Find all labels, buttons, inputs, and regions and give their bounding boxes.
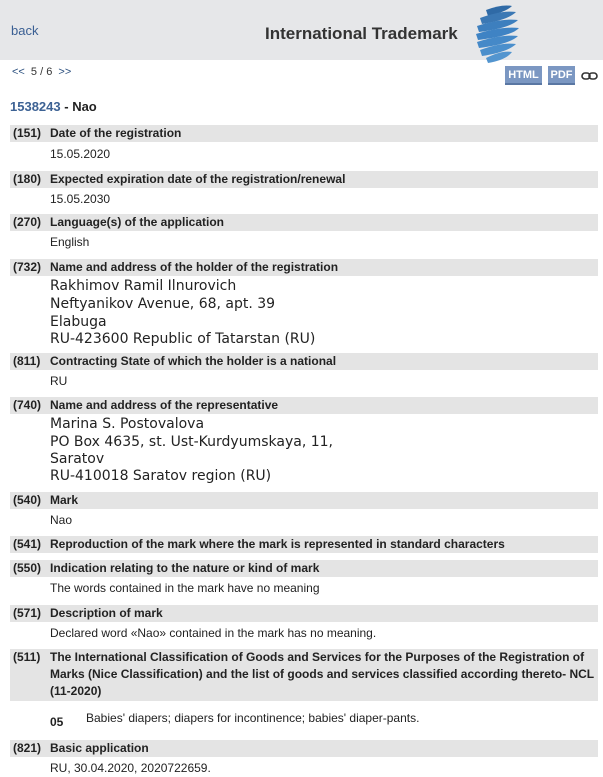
field-label: Contracting State of which the holder is a national: [50, 354, 337, 368]
field-label: Name and address of the holder of the registration: [50, 260, 339, 274]
representative-address-line: RU-410018 Saratov region (RU): [50, 468, 272, 484]
field-740-header: [10, 397, 598, 414]
holder-address-line: Elabuga: [50, 314, 107, 330]
field-code: (541): [13, 537, 42, 551]
field-571-header: [10, 605, 598, 622]
basic-application: RU, 30.04.2020, 2020722659.: [50, 761, 211, 775]
mark-description: Declared word «Nao» contained in the mark has no meaning.: [50, 626, 377, 640]
nice-class-number: 05: [50, 715, 64, 729]
record-number: 1538243: [10, 99, 61, 114]
header-bar: [0, 0, 603, 60]
holder-name: Rakhimov Ramil Ilnurovich: [50, 278, 237, 294]
representative-name: Marina S. Postovalova: [50, 416, 205, 432]
field-540-header: [10, 492, 598, 509]
field-label: Language(s) of the application: [50, 215, 225, 229]
application-language: English: [50, 235, 90, 249]
pdf-button[interactable]: PDF: [548, 66, 575, 85]
link-icon[interactable]: [581, 70, 598, 82]
back-link[interactable]: back: [11, 23, 39, 38]
record-separator: -: [60, 99, 73, 114]
field-code: (821): [13, 741, 42, 755]
record-heading: [10, 99, 97, 114]
field-label: Basic application: [50, 741, 149, 755]
field-code: (270): [13, 215, 42, 229]
field-821-header: [10, 740, 598, 757]
holder-address-line: RU-423600 Republic of Tatarstan (RU): [50, 331, 316, 347]
field-code: (550): [13, 561, 42, 575]
holder-address-line: Neftyanikov Avenue, 68, apt. 39: [50, 296, 276, 312]
representative-address-line: Saratov: [50, 451, 105, 467]
field-label: Description of mark: [50, 606, 163, 620]
contracting-state: RU: [50, 374, 68, 388]
field-code: (511): [13, 650, 41, 664]
record-position: 5 / 6: [30, 66, 53, 78]
field-code: (732): [13, 260, 42, 274]
field-label: Expected expiration date of the registration/renewal: [50, 172, 346, 186]
field-label: The International Classification of Goods and Services for the Purposes of the Registration of Marks (Nice Classification) and the list of goods and services classified according thereto- NCL (11-2020): [50, 650, 594, 698]
field-label: Name and address of the representative: [50, 398, 279, 412]
field-732-header: [10, 259, 598, 276]
field-550-header: [10, 560, 598, 577]
prev-record-link[interactable]: <<: [12, 66, 25, 78]
field-label: Reproduction of the mark where the mark is represented in standard characters: [50, 537, 505, 551]
field-270-header: [10, 214, 598, 231]
representative-address-line: PO Box 4635, st. Ust-Kurdyumskaya, 11,: [50, 434, 333, 450]
registration-date: 15.05.2020: [50, 147, 111, 161]
field-code: (180): [13, 172, 42, 186]
field-180-header: [10, 171, 598, 188]
field-label: Indication relating to the nature or kind of mark: [50, 561, 320, 575]
field-label: Date of the registration: [50, 126, 182, 140]
field-code: (740): [13, 398, 42, 412]
html-button[interactable]: HTML: [505, 66, 542, 85]
field-code: (571): [13, 606, 42, 620]
field-151-header: [10, 125, 598, 142]
record-name: Nao: [72, 99, 97, 114]
field-code: (151): [13, 126, 42, 140]
page-title: International Trademark: [265, 24, 458, 43]
field-811-header: [10, 353, 598, 370]
wipo-logo-icon: [472, 2, 520, 66]
pager: [12, 66, 74, 78]
mark-nature: The words contained in the mark have no meaning: [50, 581, 320, 595]
field-511-header: [10, 649, 598, 701]
field-code: (811): [13, 354, 41, 368]
field-label: Mark: [50, 493, 79, 507]
expiration-date: 15.05.2030: [50, 192, 111, 206]
mark-value: Nao: [50, 513, 73, 527]
nice-class-goods: Babies' diapers; diapers for incontinence; babies' diaper-pants.: [86, 711, 420, 725]
field-541-header: [10, 536, 598, 553]
field-code: (540): [13, 493, 42, 507]
next-record-link[interactable]: >>: [58, 66, 72, 78]
